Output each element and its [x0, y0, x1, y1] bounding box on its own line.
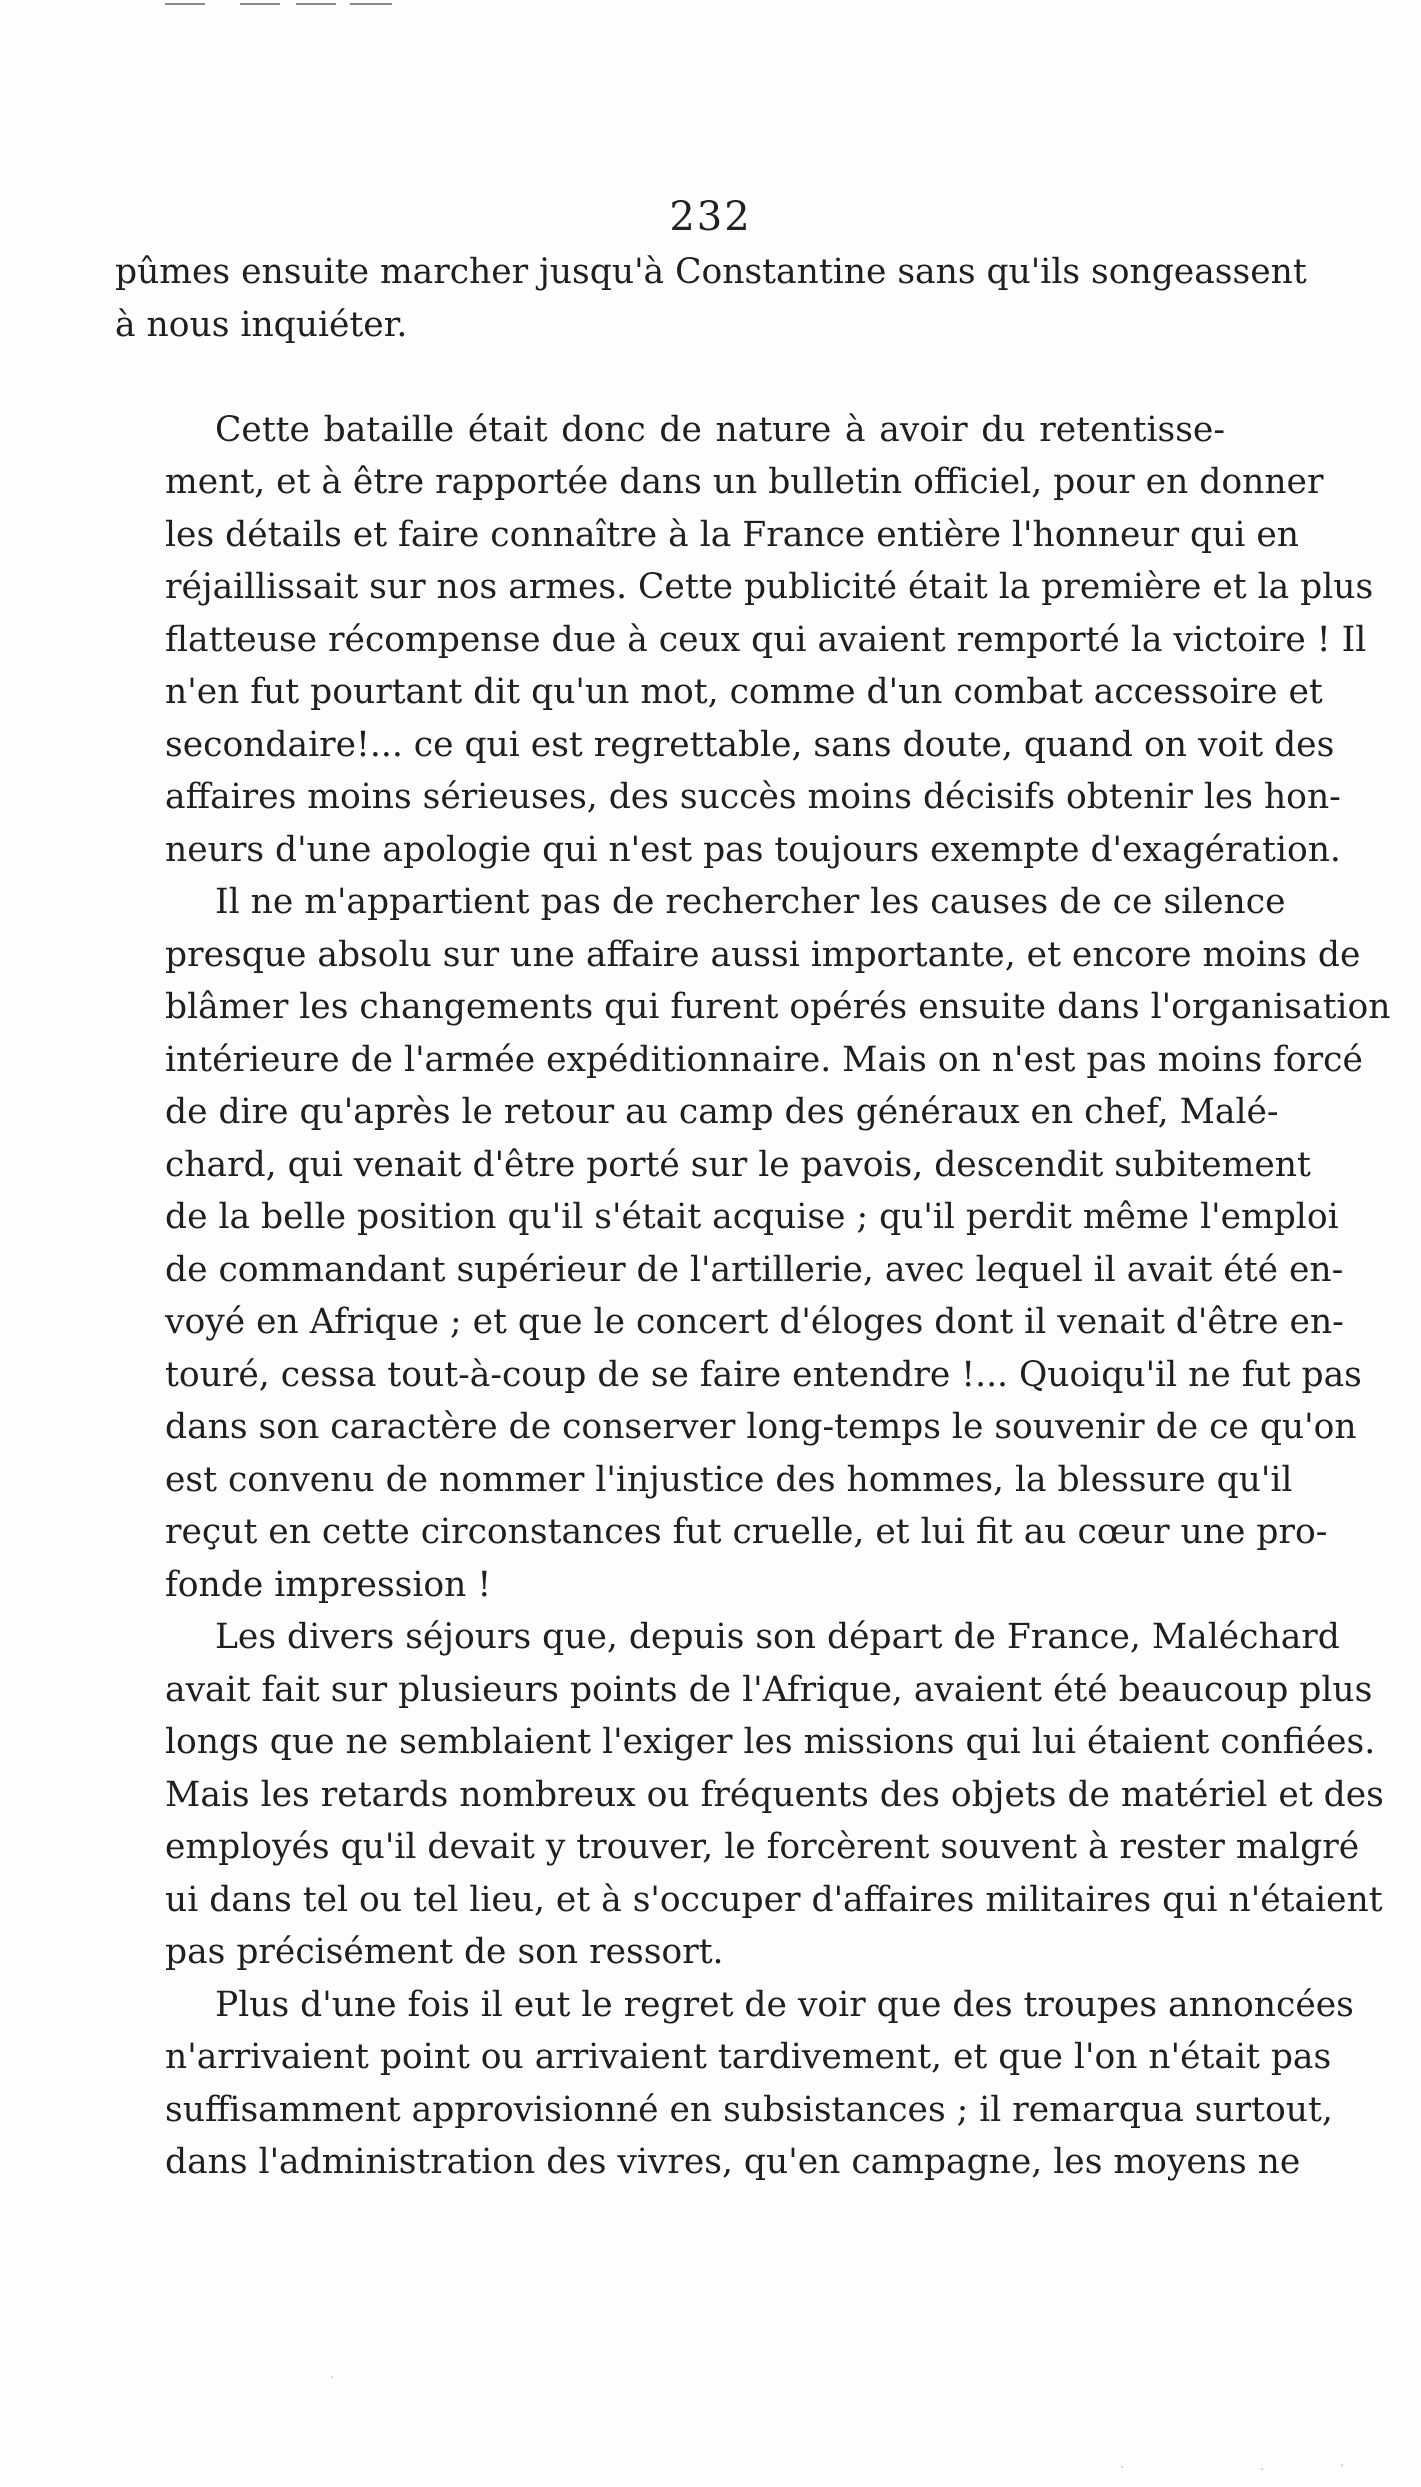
top-edge-mark — [350, 3, 392, 5]
page-speck: · — [1340, 2458, 1345, 2474]
text-line: réjaillissait sur nos armes. Cette publicité était la première et la plus — [165, 567, 1374, 607]
text-line: dans l'administration des vivres, qu'en campagne, les moyens ne — [165, 2142, 1301, 2182]
text-line: Mais les retards nombreux ou fréquents des objets de matériel et des — [165, 1774, 1384, 1815]
page-speck: · — [1120, 2460, 1125, 2476]
text-line: voyé en Afrique ; et que le concert d'éloges dont il venait d'être en- — [165, 1302, 1344, 1342]
text-line: suffisamment approvisionné en subsistances ; il remarqua surtout, — [165, 2089, 1333, 2130]
text-line: ui dans tel ou tel lieu, et à s'occuper d'affaires militaires qui n'étaient — [165, 1879, 1383, 1920]
text-line: Les divers séjours que, depuis son départ de France, Maléchard — [215, 1617, 1340, 1657]
text-line: employés qu'il devait y trouver, le forcèrent souvent à rester malgré — [165, 1827, 1360, 1867]
text-line: à nous inquiéter. — [115, 304, 408, 345]
text-line: presque absolu sur une affaire aussi importante, et encore moins de — [165, 934, 1361, 975]
text-line: avait fait sur plusieurs points de l'Afrique, avaient été beaucoup plus — [165, 1669, 1373, 1710]
paragraph — [115, 404, 1374, 877]
top-edge-mark — [240, 3, 280, 5]
text-line: blâmer les changements qui furent opérés ensuite dans l'organisation — [165, 987, 1391, 1027]
text-line: pûmes ensuite marcher jusqu'à Constantine sans qu'ils songeassent — [115, 252, 1307, 292]
text-line: de dire qu'après le retour au camp des généraux en chef, Malé- — [165, 1092, 1279, 1132]
paragraph — [115, 246, 1307, 351]
top-edge-mark — [165, 3, 205, 5]
paragraph — [115, 1611, 1384, 1979]
text-line: affaires moins sérieuses, des succès moins décisifs obtenir les hon- — [165, 777, 1341, 817]
text-line: pas précisément de son ressort. — [165, 1932, 724, 1972]
text-line: touré, cessa tout-à-coup de se faire entendre !... Quoiqu'il ne fut pas — [165, 1354, 1362, 1395]
page-speck: · — [1260, 2462, 1265, 2478]
text-line: chard, qui venait d'être porté sur le pavois, descendit subitement — [165, 1144, 1311, 1185]
text-line: dans son caractère de conserver long-temps le souvenir de ce qu'on — [165, 1407, 1357, 1447]
text-line: est convenu de nommer l'injustice des hommes, la blessure qu'il — [165, 1459, 1293, 1500]
paragraph — [115, 1979, 1354, 2189]
text-line: Cette bataille était donc de nature à avoir du retentisse- — [215, 409, 1225, 450]
text-line: Il ne m'appartient pas de rechercher les causes de ce silence — [215, 882, 1286, 922]
paragraph — [115, 876, 1391, 1611]
text-line: n'en fut pourtant dit qu'un mot, comme d'un combat accessoire et — [165, 672, 1323, 712]
page-speck: · — [330, 2370, 335, 2386]
text-line: longs que ne semblaient l'exiger les missions qui lui étaient confiées. — [165, 1722, 1376, 1762]
text-line: flatteuse récompense due à ceux qui avaient remporté la victoire ! Il — [165, 619, 1367, 660]
text-line: secondaire!... ce qui est regrettable, sans doute, quand on voit des — [165, 724, 1335, 765]
text-line: ment, et à être rapportée dans un bulletin officiel, pour en donner — [165, 462, 1324, 502]
text-line: de commandant supérieur de l'artillerie, avec lequel il avait été en- — [165, 1249, 1344, 1290]
text-line: reçut en cette circonstances fut cruelle, et lui fit au cœur une pro- — [165, 1512, 1328, 1552]
page-number: 232 — [669, 194, 752, 240]
text-line: neurs d'une apologie qui n'est pas toujours exempte d'exagération. — [165, 829, 1341, 870]
text-line: intérieure de l'armée expéditionnaire. Mais on n'est pas moins forcé — [165, 1039, 1363, 1080]
body-text — [115, 246, 1391, 2189]
text-line: de la belle position qu'il s'était acquise ; qu'il perdit même l'emploi — [165, 1197, 1339, 1237]
text-line: n'arrivaient point ou arrivaient tardivement, et que l'on n'était pas — [165, 2037, 1332, 2077]
text-line: les détails et faire connaître à la France entière l'honneur qui en — [165, 514, 1300, 555]
text-line: Plus d'une fois il eut le regret de voir que des troupes annoncées — [215, 1984, 1354, 2025]
text-line: fonde impression ! — [165, 1564, 492, 1605]
top-edge-mark — [296, 3, 336, 5]
